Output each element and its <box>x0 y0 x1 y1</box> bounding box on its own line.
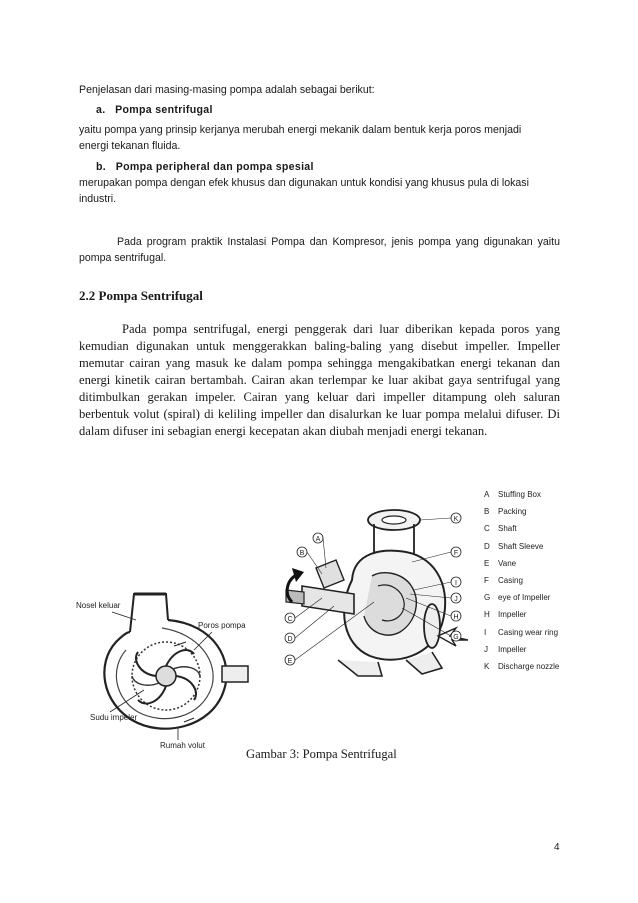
list-marker: a. <box>96 104 106 116</box>
cutaway-pump-diagram <box>282 490 468 702</box>
label-nosel-keluar: Nosel keluar <box>76 601 121 610</box>
page-number: 4 <box>554 842 560 853</box>
section-heading: 2.2 Pompa Sentrifugal <box>79 288 203 303</box>
volute-pump-diagram <box>74 580 270 752</box>
figure-caption: Gambar 3: Pompa Sentrifugal <box>246 747 397 761</box>
marker-b: B <box>299 550 305 557</box>
marker-j: J <box>454 596 458 603</box>
marker-h: H <box>453 614 459 621</box>
intro-text: Penjelasan dari masing-masing pompa adalah sebagai berikut: <box>79 84 375 96</box>
list-marker: b. <box>96 161 107 173</box>
section-body-line: dalam difuser ini sebagian energi kecepatan akan diubah menjadi energi tekanan. <box>79 424 488 438</box>
legend-item: E Vane <box>484 558 517 568</box>
list-item-a-desc-line: energi tekanan fluida. <box>79 140 181 152</box>
marker-f: F <box>453 550 459 557</box>
list-item-a-desc-line: yaitu pompa yang prinsip kerjanya merubah energi mekanik dalam bentuk kerja poros menjadi <box>79 124 522 136</box>
legend-item: C Shaft <box>484 524 517 534</box>
figure-legend <box>484 486 559 675</box>
marker-k: K <box>453 516 459 523</box>
legend-item: H Impeller <box>484 610 527 620</box>
label-sudu-impeler: Sudu impeler <box>90 713 138 722</box>
list-item-b-desc-line: merupakan pompa dengan efek khusus dan digunakan untuk kondisi yang khusus pula di lokasi <box>79 177 529 189</box>
legend-item: F Casing <box>484 576 523 586</box>
section-body-line: memutar cairan yang masuk ke dalam pompa sehingga mengakibatkan energi tekanan dan <box>79 356 560 370</box>
legend-item: G eye of Impeller <box>484 593 551 603</box>
legend-item: K Discharge nozzle <box>484 662 560 672</box>
marker-a: A <box>315 536 321 543</box>
program-para-line: pompa sentrifugal. <box>79 252 167 264</box>
label-rumah-volut: Rumah volut <box>160 741 205 750</box>
legend-item: B Packing <box>484 507 527 517</box>
list-title: Pompa peripheral dan pompa spesial <box>115 161 314 173</box>
legend-item: J Impeller <box>484 644 527 654</box>
legend-item: A Stuffing Box <box>484 490 541 499</box>
marker-d: D <box>287 636 293 643</box>
marker-g: G <box>453 634 459 641</box>
section-body-line: Pada pompa sentrifugal, energi penggerak dari luar diberikan kepada poros yang <box>122 322 560 336</box>
label-poros-pompa: Poros pompa <box>198 621 246 630</box>
marker-e: E <box>287 658 293 665</box>
section-body-line: ditimbulkan gerakan impeler. Cairan yang keluar dari impeller ditampung oleh saluran <box>79 390 560 404</box>
list-item-b-title <box>96 159 314 175</box>
program-para-line: Pada program praktik Instalasi Pompa dan Kompresor, jenis pompa yang digunakan yaitu <box>117 236 560 248</box>
marker-i: I <box>455 580 457 587</box>
section-body-line: energi kinetik cairan bertambah. Cairan akan terlempar ke luar akibat gaya sentrifugal yang <box>79 373 560 387</box>
legend-item: D Shaft Sleeve <box>484 541 544 551</box>
section-body-line: kemudian digunakan untuk menggerakkan baling-baling yang disebut impeller. Impeller <box>79 339 560 353</box>
list-title: Pompa sentrifugal <box>115 104 213 116</box>
legend-item: I Casing wear ring <box>484 627 559 637</box>
list-item-a-title <box>96 102 213 118</box>
section-body-line: berbentuk volut (spiral) di keliling impeller dan disalurkan ke luar pompa melalui difuser. Di <box>79 407 560 421</box>
list-item-b-desc-line: industri. <box>79 193 117 205</box>
marker-c: C <box>287 616 293 623</box>
